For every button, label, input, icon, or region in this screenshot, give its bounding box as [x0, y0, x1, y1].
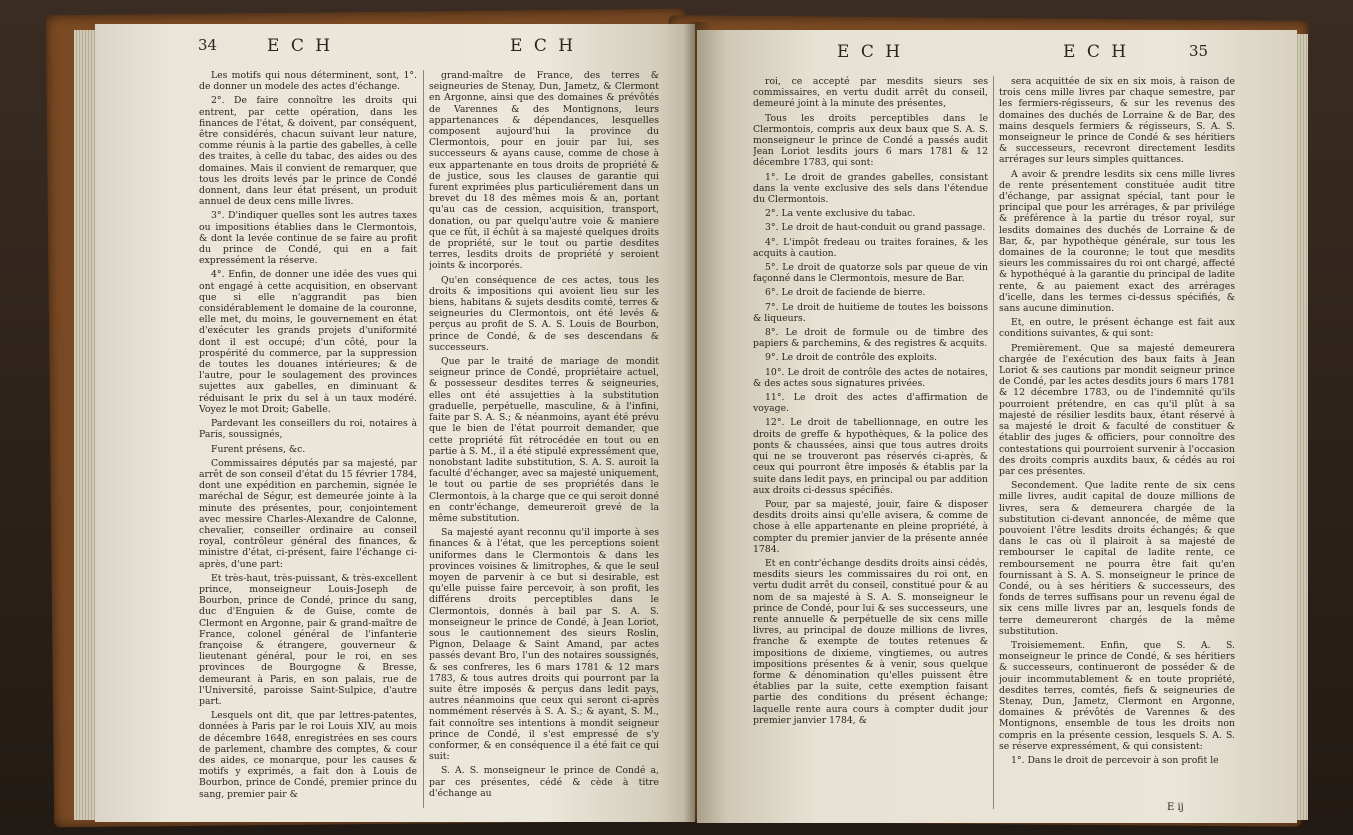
paragraph: 2°. De faire connoître les droits qui entrent, par cette opération, dans les finances de l'état, & doivent, par conséquent, être considérés, chacun suivant leur nature, comme réunis à la partie des gabelles, à celle des traites, à celle du tabac, des aides ou des domaines. Mais il convient de remarquer, que tous les droits levés par le prince de Condé donnent, dans leur état présent, un produit annuel de deux cens mille livres. [199, 95, 417, 208]
right-page [697, 30, 1297, 823]
paragraph: Et, en outre, le présent échange est fait aux conditions suivantes, & qui sont: [999, 317, 1235, 340]
left-column-2 [429, 70, 659, 822]
paragraph: Tous les droits perceptibles dans le Clermontois, compris aux deux baux que S. A. S. monseigneur le prince de Condé a passés audit Jean Loriot lesdits jours 6 mars 1781 & 12 décembre 1783, qui sont: [753, 112, 988, 169]
paragraph: Que par le traité de mariage de mondit seigneur prince de Condé, propriétaire actuel, & possesseur desdites terres & seigneuries, elles ont été assujetties à la substitution graduelle, perpétuelle, masculine, & à l'infini, faite par S. A. S.; & néanmoins, ayant été prévu que le bien de l'état pourroit demander, que cette propriété fût rétrocédée en tout ou en partie à S. M., il a été stipulé expressément que, nonobstant ladite substitution, S. A. S. auroit la faculté d'échanger, avec sa majesté uniquement, le tout ou partie de ses propriétés dans le Clermontois, à la charge que ce qui seroit donné en contr'échange, demeureroit grevé de la même substitution. [429, 356, 659, 524]
right-column-rule [993, 76, 994, 809]
left-page-number: 34 [198, 36, 218, 54]
paragraph: 3°. D'indiquer quelles sont les autres taxes ou impositions établies dans le Clermontois, & dont la levée continue de se faire au profit du prince de Condé, qui en a fait expressément la réserve. [199, 210, 417, 267]
paragraph: 6°. Le droit de faciende de bierre. [765, 287, 926, 299]
paragraph: roi, ce accepté par mesdits sieurs ses commissaires, en vertu dudit arrêt du conseil, demeuré joint à la minute des présentes, [753, 76, 988, 110]
paragraph: Sa majesté ayant reconnu qu'il importe à ses finances & à l'état, que les perceptions soient uniformes dans le Clermontois & dans les provinces voisines & limitrophes, & que le seul moyen de parvenir à ce but si desirable, est qu'elle puisse faire percevoir, à son profit, les différens droits perceptibles dans le Clermontois, donnés à bail par S. A. S. monseigneur le prince de Condé, à Jean Loriot, sous le cautionnement des sieurs Roslin, Pignon, Delaage & Saint Amand, par actes passés devant Bro, l'un des notaires soussignés, & ses confreres, les 6 mars 1781 & 12 mars 1783, & tous autres droits qui pourront par la suite être imposés & perçus dans ledit pays, autres néanmoins que ceux qui seront ci-après nommément réservés à S. A. S.; & ayant, S. M., fait connoître ses intentions à mondit seigneur prince de Condé, il s'est empressé de s'y conformer, & en conséquence il a été fait ce qui suit: [429, 527, 659, 763]
paragraph: 10°. Le droit de contrôle des actes de notaires, & des actes sous signatures privées. [753, 366, 988, 389]
paragraph: 1°. Le droit de grandes gabelles, consistant dans la vente exclusive des sels dans l'étendue du Clermontois. [753, 171, 988, 206]
paragraph: 1°. Dans le droit de percevoir à son profit le [1011, 754, 1219, 766]
paragraph: 12°. Le droit de tabellionnage, en outre les droits de greffe & hypothèques, & la police des ponts & chaussées, ainsi que tous autres droits qui ne se trouveront pas réservés ci-après, & ceux qui pourront être imposés & établis par la suite dans ledit pays, en principal ou par addition aux droits ci-dessus spécifiés. [753, 417, 988, 496]
left-header-right: E C H [510, 36, 577, 56]
paragraph: Qu'en conséquence de ces actes, tous les droits & impositions qui avoient lieu sur les biens, habitans & sujets desdits comté, terres & seigneuries du Clermontois, ont été levés & perçus au profit de S. A. S. Louis de Bourbon, prince de Condé, & de ses descendans & successeurs. [429, 274, 659, 353]
paragraph: Pour, par sa majesté, jouir, faire & disposer desdits droits ainsi qu'elle avisera, & comme de chose à elle appartenante en pleine propriété, à compter du premier janvier de la présente année 1784. [753, 498, 988, 555]
paragraph: 7°. Le droit de huitieme de toutes les boissons & liqueurs. [753, 301, 988, 324]
paragraph: S. A. S. monseigneur le prince de Condé a, par ces présentes, cédé & cède à titre d'échange au [429, 765, 659, 799]
right-header-right: E C H [1063, 42, 1130, 62]
right-column-1 [753, 76, 988, 823]
paragraph: sera acquittée de six en six mois, à raison de trois cens mille livres par chaque semestre, par les fermiers-régisseurs, & sur les revenus des domaines des duchés de Lorraine & de Bar, des mains desquels fermiers & régisseurs, S. A. S. monseigneur le prince de Condé & ses héritiers & successeurs, recevront directement lesdits arrérages sur leurs simples quittances. [999, 76, 1235, 166]
paragraph: 5°. Le droit de quatorze sols par queue de vin façonné dans le Clermontois, mesure de Bar. [753, 262, 988, 285]
paragraph: 4°. Enfin, de donner une idée des vues qui ont engagé à cette acquisition, en observant que si elle n'aggrandit pas bien considérablement le domaine de la couronne, elle met, du moins, le gouvernement en état d'exécuter les grands projets d'uniformité dont il est occupé; d'un côté, pour la prospérité du commerce, par la suppression de toutes les douanes intérieures; & de l'autre, pour le soulagement des provinces sujettes aux gabelles, en diminuant & réduisant le prix du sel à un taux modéré. Voyez le mot Droit; Gabelle. [199, 269, 417, 415]
paragraph: grand-maître de France, des terres & seigneuries de Stenay, Dun, Jametz, & Clermont en Argonne, ainsi que des domaines & prévôtés de Varennes & des Montignons, leurs appartenances & dépendances, lesquelles composent aujourd'hui la province du Clermontois, pour en jouir par lui, ses successeurs & ayans cause, comme de chose à eux appartenante en tous droits de propriété & de justice, sous les clauses de garantie qui furent exprimées plus particuliérement dans un brevet du 18 des mêmes mois & an, portant qu'au cas de cession, acquisition, transport, donation, ou par quelqu'autre voie & maniere que ce fût, il échût à sa majesté quelques droits de propriété, sur le tout ou partie desdites terres, lesdits droits de propriété y seroient joints & incorporés. [429, 70, 659, 272]
paragraph: 3°. Le droit de haut-conduit ou grand passage. [765, 222, 986, 234]
paragraph: Les motifs qui nous déterminent, sont, 1°. de donner un modele des actes d'échange. [199, 70, 417, 93]
left-column-rule [423, 70, 424, 808]
right-column-2 [999, 76, 1235, 823]
right-page-number: 35 [1189, 42, 1209, 60]
paragraph: Premièrement. Que sa majesté demeurera chargée de l'exécution des baux faits à Jean Loriot & ses cautions par mondit seigneur prince de Condé, par les actes desdits jours 6 mars 1781 & 12 décembre 1783, ou de l'indemnité qu'ils pourroient prétendre, en cas qu'il plût à sa majesté de résilier lesdits baux, étant réservé à sa majesté le droit & faculté de constituer & établir des juges & officiers, pour connoître des contestations qui pourroient survenir à l'occasion des droits compris auxdits baux, & cédés au roi par ces présentes. [999, 342, 1235, 477]
right-header-left: E C H [837, 42, 904, 62]
left-page-edges [74, 30, 96, 820]
paragraph: Et très-haut, très-puissant, & très-excellent prince, monseigneur Louis-Joseph de Bourbon, prince de Condé, prince du sang, duc d'Enguien & de Guise, comte de Clermont en Argonne, pair & grand-maître de France, colonel général de l'infanterie françoise & étrangere, gouverneur & lieutenant général, pour le roi, en ses provinces de Bourgogne & Bresse, demeurant à Paris, en son palais, rue de l'Université, paroisse Saint-Sulpice, d'autre part. [199, 572, 417, 707]
left-header-left: E C H [267, 36, 334, 56]
paragraph: 2°. La vente exclusive du tabac. [765, 208, 916, 220]
paragraph: Pardevant les conseillers du roi, notaires à Paris, soussignés, [199, 418, 417, 441]
paragraph: A avoir & prendre lesdits six cens mille livres de rente présentement constituée audit titre d'échange, par assignat spécial, tant pour le principal que pour les arrérages, & par privilége & préférence à la partie du trésor royal, sur lesdits domaines des duchés de Lorraine & de Bar, &, par hypothèque générale, sur tous les domaines de la couronne; le tout que mesdits sieurs les commissaires du roi ont chargé, affecté & hypothéqué à la garantie du principal de ladite rente, & au paiement exact des arrérages d'icelle, dans les termes ci-dessus spécifiés, & sans aucune diminution. [999, 168, 1235, 315]
left-page [95, 24, 695, 822]
signature-mark: E ij [1167, 802, 1184, 813]
paragraph: 11°. Le droit des actes d'affirmation de voyage. [753, 392, 988, 415]
paragraph: Secondement. Que ladite rente de six cens mille livres, audit capital de douze millions de livres, sera & demeurera chargée de la substitution ci-devant annoncée, de même que pouvoient l'être lesdits droits échangés; & que dans le cas où il plairoit à sa majesté de rembourser le capital de ladite rente, ce remboursement ne pourra être fait qu'en fournissant à S. A. S. monseigneur le prince de Condé, ou à ses héritiers & successeurs, des fonds de terres suffisans pour un revenu égal de six cens mille livres par an, lesquels fonds de terre demeureront chargés de la même substitution. [999, 480, 1235, 637]
left-column-1 [199, 70, 417, 822]
paragraph: Lesquels ont dit, que par lettres-patentes, données à Paris par le roi Louis XIV, au mois de décembre 1648, enregistrées en ses cours de parlement, chambre des comptes, & cour des aides, ce monarque, pour les causes & motifs y exprimés, a fait don à Louis de Bourbon, prince de Condé, premier prince du sang, premier pair & [199, 710, 417, 800]
paragraph: Commissaires députés par sa majesté, par arrêt de son conseil d'état du 15 février 1784, dont une expédition en parchemin, signée le maréchal de Ségur, est demeurée jointe à la minute des présentes, pour, conjointement avec messire Charles-Alexandre de Calonne, chevalier, conseiller ordinaire au conseil royal, contrôleur général des finances, & ministre d'état, ci-présent, faire l'échange ci-après, d'une part: [199, 457, 417, 570]
paragraph: 9°. Le droit de contrôle des exploits. [765, 352, 938, 364]
paragraph: Troisiemement. Enfin, que S. A. S. monseigneur le prince de Condé, & ses héritiers & successeurs, continueront de posséder & de jouir incommutablement & en toute propriété, desdites terres, comtés, fiefs & seigneuries de Stenay, Dun, Jametz, Clermont en Argonne, domaines & prévôtés de Varennes & des Montignons, ensemble de tous les droits non compris en la présente cession, lesquels S. A. S. se réserve expressément, & qui consistent: [999, 639, 1235, 752]
paragraph: Et en contr'échange desdits droits ainsi cédés, mesdits sieurs les commissaires du roi ont, en vertu dudit arrêt du conseil, constitué pour & au nom de sa majesté à S. A. S. monseigneur le prince de Condé, pour lui & ses successeurs, une rente annuelle & perpétuelle de six cens mille livres, au principal de douze millions de livres, franche & exempte de toutes retenues & impositions de dixieme, vingtiemes, ou autres impositions présentes & à venir, sous quelque forme & dénomination qu'elles puissent être établies par la suite, cette exemption faisant partie des conditions du présent échange; laquelle rente aura cours à compter dudit jour premier janvier 1784, & [753, 557, 988, 726]
paragraph: 8°. Le droit de formule ou de timbre des papiers & parchemins, & des registres & acquits. [753, 327, 988, 350]
paragraph: 4°. L'impôt fredeau ou traites foraines, & les acquits à caution. [753, 236, 988, 259]
paragraph: Furent présens, &c. [211, 443, 306, 455]
